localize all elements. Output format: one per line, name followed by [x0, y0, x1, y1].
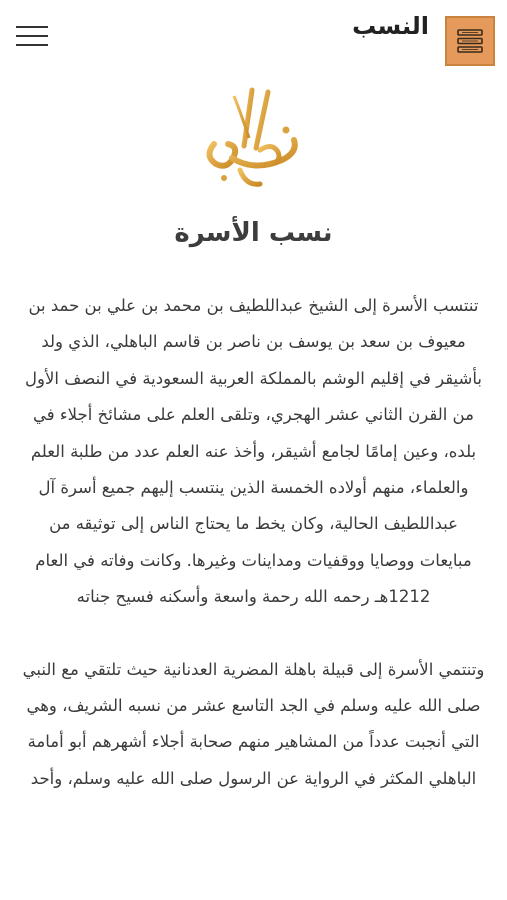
page-title: النسب — [352, 12, 429, 40]
family-logo — [194, 86, 314, 196]
article-heading: نسب الأسرة — [174, 218, 333, 248]
menu-line — [16, 26, 48, 28]
books-glyph — [455, 26, 485, 56]
paragraph: وتنتمي الأسرة إلى قبيلة باهلة المضرية العدنانية حيث تلتقي مع النبي صلى الله عليه وسلم في الجد التاسع عشر من نسبه الشريف، وهي التي أنجبت عدداً من المشاهير منهم صحابة أجلاء أشهرهم أبو أمامة الباهلي المكثر في الرواية عن الرسول صلى الله عليه وسلم، وأحد — [22, 659, 485, 788]
hamburger-menu-icon[interactable] — [14, 26, 48, 56]
article-body — [22, 288, 485, 833]
paragraph: تنتسب الأسرة إلى الشيخ عبداللطيف بن محمد بن علي بن حمد بن معيوف بن سعد بن يوسف بن ناصر بن قاسم الباهلي، الذي ولد بأشيقر في إقليم الوشم بالمملكة العربية السعودية في النصف الأول من القرن الثاني عشر الهجري، وتلقى العلم على مشائخ أجلاء في بلده، وعين إمامًا لجامع أشيقر، وأخذ عنه العلم عدد من طلبة العلم والعلماء، منهم أولاده الخمسة الذين ينتسب إليهم جميع أسرة آل عبداللطيف الحالية، وكان يخط ما يحتاج الناس إلى توثيقه من مبايعات ووصايا ووقفيات ومداينات وغيرها. وكانت وفاته في العام 1212هـ رحمه الله رحمة واسعة وأسكنه فسيح جناته — [25, 296, 482, 607]
books-icon[interactable] — [445, 16, 495, 66]
calligraphy-logo-icon — [194, 86, 314, 196]
menu-line — [16, 44, 48, 46]
top-bar — [0, 0, 507, 80]
menu-line — [16, 35, 48, 37]
